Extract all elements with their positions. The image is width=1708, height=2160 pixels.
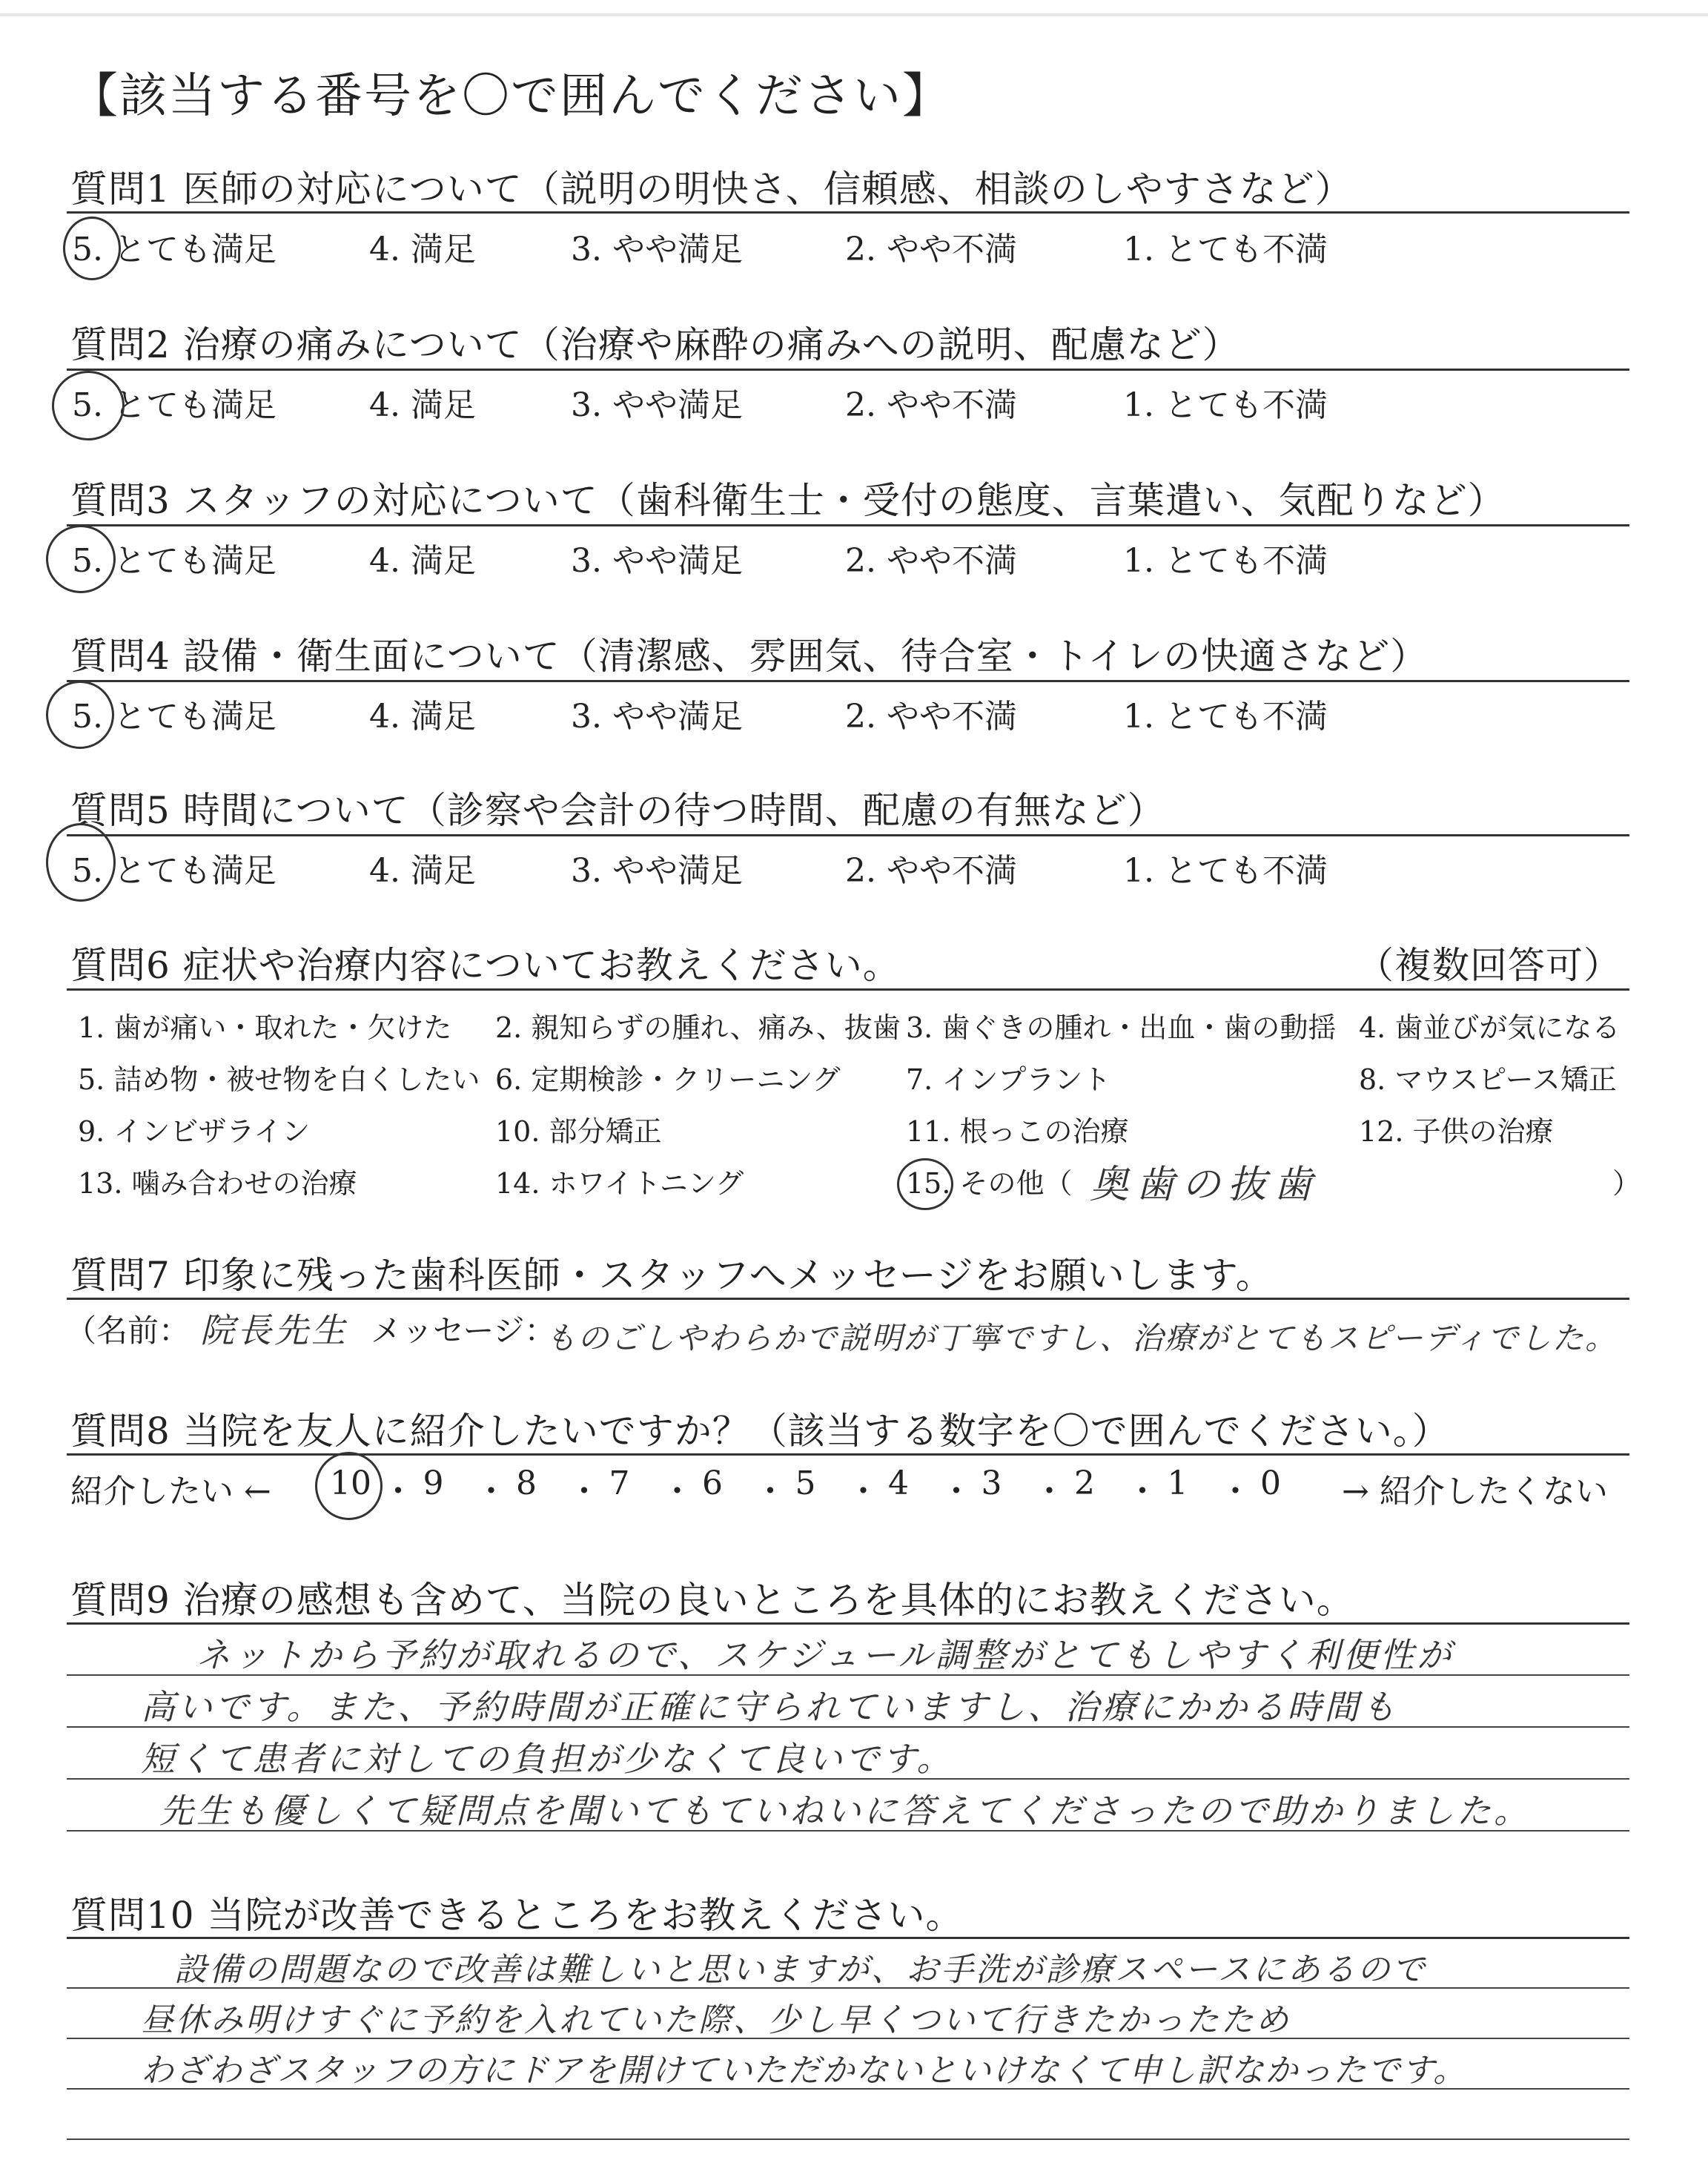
q7-rule: [67, 1298, 1629, 1300]
q6-item-4[interactable]: 4. 歯並びが気になる: [1359, 1011, 1621, 1044]
q6-item-7[interactable]: 7. インプラント: [906, 1063, 1111, 1096]
q1-option-4[interactable]: 4. 満足: [369, 231, 476, 268]
q8-scale-1[interactable]: 1: [1167, 1464, 1188, 1502]
q8-scale-separator: ・: [1219, 1473, 1252, 1510]
q8-right-label: → 紹介したくない: [1342, 1473, 1608, 1510]
q1-title: 質問1 医師の対応について（説明の明快さ、信頼感、相談のしやすさなど）: [70, 168, 1353, 211]
q6-item-3[interactable]: 3. 歯ぐきの腫れ・出血・歯の動揺: [906, 1011, 1337, 1044]
q6-item-12[interactable]: 12. 子供の治療: [1359, 1115, 1554, 1148]
q7-message-value[interactable]: ものごしやわらかで説明が丁寧ですし、治療がとてもスピーディでした。: [545, 1320, 1618, 1356]
q7-name-label: （名前：: [65, 1312, 191, 1349]
q6-item-6[interactable]: 6. 定期検診・クリーニング: [495, 1063, 841, 1096]
q9-answer-line-3[interactable]: 短くて患者に対しての負担が少なくて良いです。: [141, 1739, 954, 1779]
q4-rule: [67, 680, 1629, 682]
q6-item-9[interactable]: 9. インビザライン: [78, 1115, 311, 1148]
q6-title: 質問6 症状や治療内容についてお教えください。: [70, 944, 901, 987]
q8-scale-separator: ・: [1126, 1473, 1159, 1510]
q9-answer-line-2[interactable]: 高いです。また、予約時間が正確に守られていますし、治療にかかる時間も: [141, 1687, 1399, 1727]
q1-option-2[interactable]: 2. やや不満: [845, 231, 1017, 268]
q8-scale-separator: ・: [474, 1473, 508, 1510]
q4-selected-circle: [46, 681, 114, 749]
q5-option-4[interactable]: 4. 満足: [369, 852, 476, 890]
q6-item-15[interactable]: 15. その他（: [906, 1167, 1073, 1200]
q6-rule: [67, 988, 1629, 991]
q6-item-11[interactable]: 11. 根っこの治療: [906, 1115, 1129, 1148]
q8-scale-separator: ・: [661, 1473, 694, 1510]
q10-answer-line-1[interactable]: 設備の問題なので改善は難しいと思いますが、お手洗が診療スペースにあるので: [174, 1951, 1427, 1989]
q3-option-5[interactable]: 5. とても満足: [72, 542, 277, 580]
q8-scale-separator: ・: [1033, 1473, 1066, 1510]
q2-rule: [67, 369, 1629, 371]
q9-answer-line-1[interactable]: ネットから予約が取れるので、スケジュール調整がとてもしやすく利便性が: [196, 1635, 1454, 1675]
q6-item-14[interactable]: 14. ホワイトニング: [495, 1167, 744, 1200]
q5-option-3[interactable]: 3. やや満足: [571, 852, 743, 890]
q8-scale-separator: ・: [568, 1473, 600, 1510]
q3-option-3[interactable]: 3. やや満足: [571, 542, 743, 580]
q5-title: 質問5 時間について（診察や会計の待つ時間、配慮の有無など）: [70, 789, 1165, 832]
q7-name-value[interactable]: 院長先生: [200, 1310, 348, 1350]
q10-rule: [67, 1937, 1629, 1939]
q1-option-5[interactable]: 5. とても満足: [72, 231, 277, 268]
q5-rule: [67, 834, 1629, 836]
q6-item-13[interactable]: 13. 噛み合わせの治療: [78, 1167, 357, 1200]
q7-message-label: メッセージ：: [371, 1312, 556, 1349]
q8-scale-separator: ・: [382, 1473, 414, 1510]
q5-option-1[interactable]: 1. とても不満: [1123, 852, 1328, 890]
q10-answer-line-2[interactable]: 昼休み明けすぐに予約を入れていた際、少し早くついて行きたかったため: [141, 2001, 1291, 2039]
q3-option-1[interactable]: 1. とても不満: [1123, 542, 1328, 580]
q2-option-3[interactable]: 3. やや満足: [571, 386, 743, 424]
q3-rule: [67, 524, 1629, 526]
q3-option-2[interactable]: 2. やや不満: [845, 542, 1017, 580]
q8-scale-7[interactable]: 7: [609, 1464, 630, 1502]
q4-option-4[interactable]: 4. 満足: [369, 698, 476, 736]
q6-item-5[interactable]: 5. 詰め物・被せ物を白くしたい: [78, 1063, 480, 1096]
q8-scale-4[interactable]: 4: [888, 1464, 909, 1502]
q9-answer-line-4[interactable]: 先生も優しくて疑問点を聞いてもていねいに答えてくださったので助かりました。: [159, 1791, 1531, 1831]
q3-title: 質問3 スタッフの対応について（歯科衛生士・受付の態度、言葉遣い、気配りなど）: [70, 479, 1506, 522]
q8-title: 質問8 当院を友人に紹介したいですか？（該当する数字を〇で囲んでください。）: [70, 1410, 1450, 1453]
q6-item-8[interactable]: 8. マウスピース矯正: [1359, 1063, 1617, 1096]
q9-title: 質問9 治療の感想も含めて、当院の良いところを具体的にお教えください。: [70, 1579, 1354, 1622]
q4-title: 質問4 設備・衛生面について（清潔感、雰囲気、待合室・トイレの快適さなど）: [70, 635, 1429, 678]
q8-scale-0[interactable]: 0: [1260, 1464, 1281, 1502]
q2-option-5[interactable]: 5. とても満足: [72, 386, 277, 424]
q6-item-2[interactable]: 2. 親知らずの腫れ、痛み、抜歯: [495, 1011, 901, 1044]
q10-title: 質問10 当院が改善できるところをお教えください。: [70, 1894, 964, 1937]
q2-option-1[interactable]: 1. とても不満: [1123, 386, 1328, 424]
q8-scale-separator: ・: [940, 1473, 973, 1510]
q6-item-10[interactable]: 10. 部分矯正: [495, 1115, 662, 1148]
q2-option-4[interactable]: 4. 満足: [369, 386, 476, 424]
q1-option-3[interactable]: 3. やや満足: [571, 231, 743, 268]
q1-option-1[interactable]: 1. とても不満: [1123, 231, 1328, 268]
page-title: 【該当する番号を〇で囲んでください】: [70, 69, 951, 124]
q4-option-3[interactable]: 3. やや満足: [571, 698, 743, 736]
q3-selected-circle: [46, 525, 116, 593]
q8-scale-3[interactable]: 3: [981, 1464, 1002, 1502]
q4-option-2[interactable]: 2. やや不満: [845, 698, 1017, 736]
q10-answer-line-3[interactable]: わざわざスタッフの方にドアを開けていただかないといけなくて申し訳なかったです。: [141, 2052, 1468, 2090]
q6-selected-circle: [897, 1158, 953, 1210]
q7-title: 質問7 印象に残った歯科医師・スタッフへメッセージをお願いします。: [70, 1254, 1274, 1297]
q6-item-1[interactable]: 1. 歯が痛い・取れた・欠けた: [78, 1011, 452, 1044]
top-edge-line: [0, 13, 1708, 16]
q8-scale-separator: ・: [754, 1473, 787, 1510]
q8-scale-2[interactable]: 2: [1074, 1464, 1095, 1502]
q8-rule: [67, 1453, 1629, 1456]
q9-rule: [67, 1622, 1629, 1625]
q6-item-15-close: ）: [1612, 1167, 1641, 1200]
q6-note: （複数回答可）: [1357, 944, 1621, 987]
q2-selected-circle: [52, 371, 125, 440]
q6-other-text[interactable]: 奥歯の抜歯: [1090, 1163, 1320, 1207]
q4-option-1[interactable]: 1. とても不満: [1123, 698, 1328, 736]
q2-option-2[interactable]: 2. やや不満: [845, 386, 1017, 424]
q1-rule: [67, 211, 1629, 214]
q8-scale-separator: ・: [847, 1473, 880, 1510]
q8-scale-10[interactable]: 10: [330, 1464, 371, 1502]
q8-selected-circle: [315, 1452, 383, 1520]
q5-selected-circle: [46, 823, 116, 902]
q8-scale-5[interactable]: 5: [795, 1464, 816, 1502]
q8-scale-8[interactable]: 8: [516, 1464, 537, 1502]
q1-selected-circle: [63, 217, 121, 280]
q10-line-rule-4: [67, 2138, 1629, 2140]
q5-option-2[interactable]: 2. やや不満: [845, 852, 1017, 890]
q8-left-label: 紹介したい ←: [70, 1473, 271, 1510]
q3-option-4[interactable]: 4. 満足: [369, 542, 476, 580]
q8-scale-9[interactable]: 9: [423, 1464, 444, 1502]
q8-scale-6[interactable]: 6: [702, 1464, 723, 1502]
q2-title: 質問2 治療の痛みについて（治療や麻酔の痛みへの説明、配慮など）: [70, 323, 1240, 366]
q5-option-5[interactable]: 5. とても満足: [72, 852, 277, 890]
q4-option-5[interactable]: 5. とても満足: [72, 698, 277, 736]
